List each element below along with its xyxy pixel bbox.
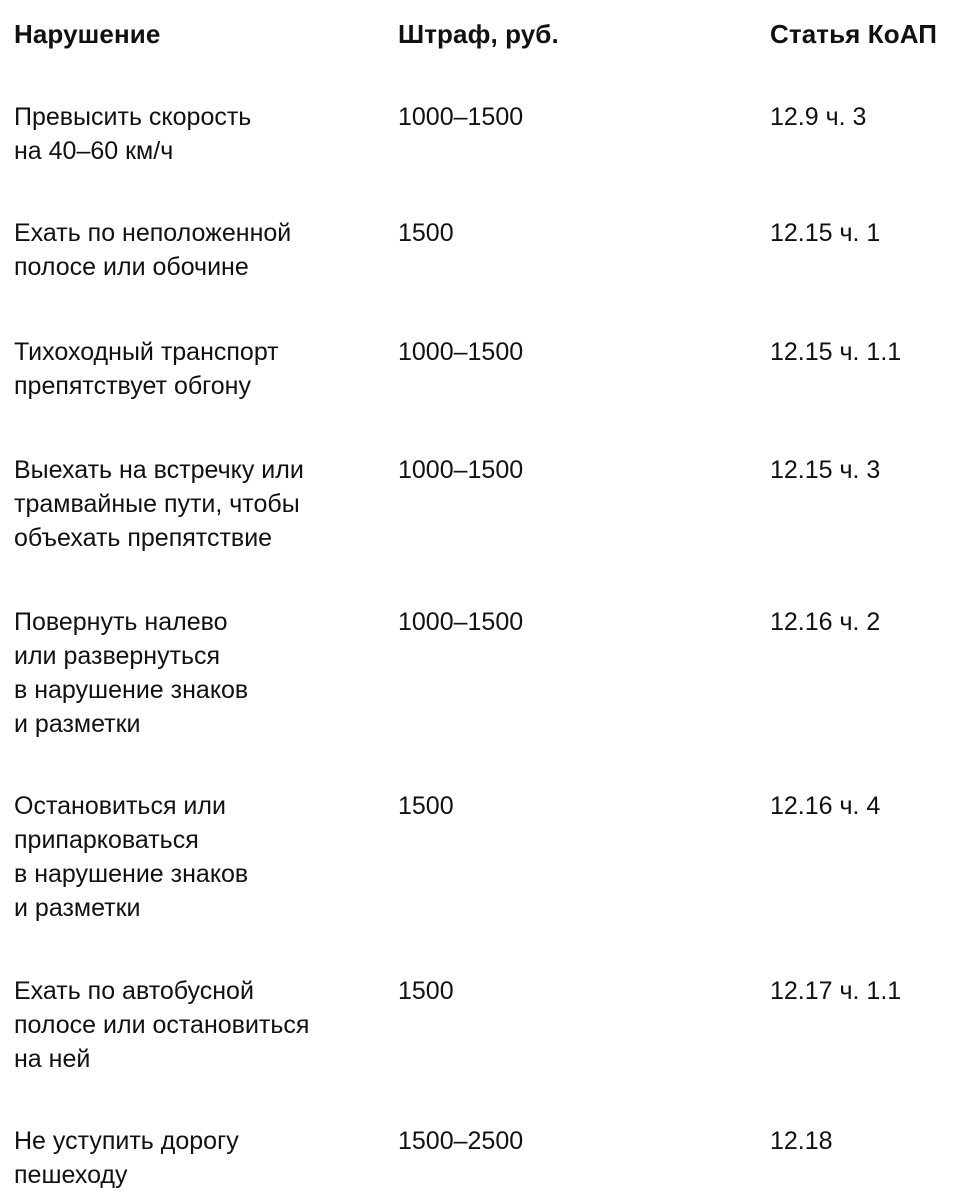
article-cell: 12.17 ч. 1.1	[770, 977, 902, 1005]
violation-cell	[0, 775, 398, 960]
violation-text-line: Тихоходный транспорт	[14, 338, 279, 366]
fine-cell: 1000–1500	[398, 608, 524, 636]
table-row	[0, 1110, 966, 1198]
violation-cell	[0, 321, 398, 439]
fine-cell: 1500	[398, 977, 454, 1005]
violation-text-line: и разметки	[14, 894, 141, 922]
fine-cell: 1000–1500	[398, 456, 524, 484]
violation-text-line: Ехать по автобусной	[14, 977, 254, 1005]
article-cell: 12.16 ч. 2	[770, 608, 881, 636]
violation-text-line: препятствует обгону	[14, 372, 251, 400]
article-cell: 12.15 ч. 3	[770, 456, 881, 484]
violation-text-line: трамвайные пути, чтобы	[14, 490, 300, 518]
table-row	[0, 86, 966, 202]
violation-text-line: Выехать на встречку или	[14, 456, 304, 484]
violation-text-line: Не уступить дорогу	[14, 1127, 239, 1155]
violation-text-line: Повернуть налево	[14, 608, 228, 636]
table-row	[0, 960, 966, 1110]
fine-cell: 1500	[398, 792, 454, 820]
violation-cell	[0, 439, 398, 591]
article-cell: 12.16 ч. 4	[770, 792, 881, 820]
violation-text-line: припарковаться	[14, 826, 199, 854]
article-cell: 12.9 ч. 3	[770, 103, 867, 131]
violation-text-line: Остановиться или	[14, 792, 226, 820]
column-header-violation: Нарушение	[14, 19, 161, 49]
violation-cell	[0, 960, 398, 1110]
column-header-fine: Штраф, руб.	[398, 19, 559, 49]
violation-cell	[0, 591, 398, 775]
fine-cell: 1000–1500	[398, 338, 524, 366]
fine-cell: 1500	[398, 219, 454, 247]
violation-text-line: объехать препятствие	[14, 524, 273, 552]
article-cell: 12.18	[770, 1127, 833, 1155]
table-row	[0, 775, 966, 960]
table-row	[0, 202, 966, 321]
violation-text-line: в нарушение знаков	[14, 676, 249, 704]
violation-text-line: полосе или обочине	[14, 253, 249, 281]
violation-text-line: и разметки	[14, 710, 141, 738]
column-header-article: Статья КоАП	[770, 19, 938, 49]
violation-cell	[0, 202, 398, 321]
article-cell: 12.15 ч. 1.1	[770, 338, 902, 366]
violation-text-line: Ехать по неположенной	[14, 219, 292, 247]
fine-cell: 1000–1500	[398, 103, 524, 131]
violation-text-line: в нарушение знаков	[14, 860, 249, 888]
violation-text-line: пешеходу	[14, 1161, 128, 1189]
article-cell: 12.15 ч. 1	[770, 219, 881, 247]
violation-cell	[0, 86, 398, 202]
violation-text-line: на 40–60 км/ч	[14, 137, 174, 165]
fine-cell: 1500–2500	[398, 1127, 524, 1155]
table-row	[0, 321, 966, 439]
violation-text-line: полосе или остановиться	[14, 1011, 310, 1039]
violation-text-line: или развернуться	[14, 642, 221, 670]
table-header-row	[0, 0, 966, 86]
table-row	[0, 591, 966, 775]
violation-text-line: Превысить скорость	[14, 103, 252, 131]
table-row	[0, 439, 966, 591]
violation-cell	[0, 1110, 398, 1198]
violation-text-line: на ней	[14, 1045, 91, 1073]
